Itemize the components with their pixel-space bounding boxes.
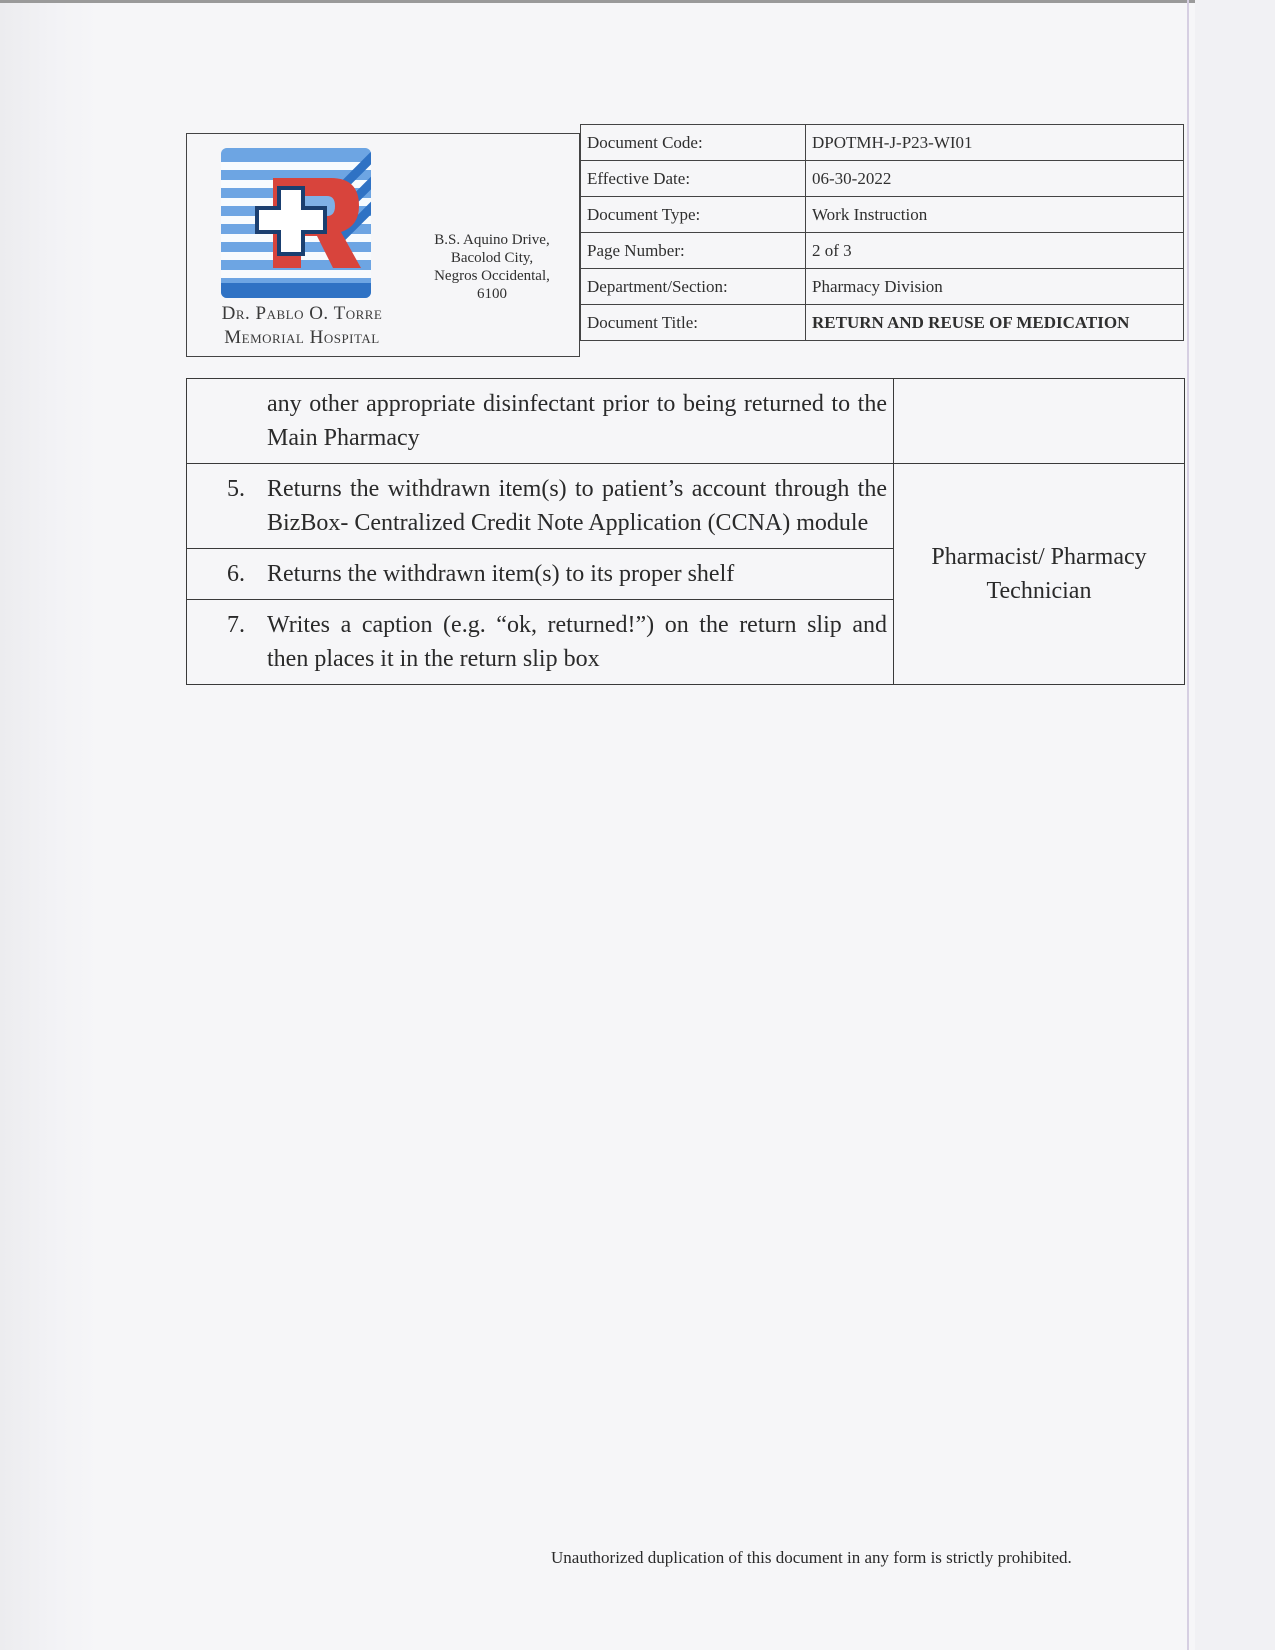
procedure-row-continuation [187, 379, 1185, 464]
meta-value: 06-30-2022 [806, 161, 1184, 197]
step-text: Returns the withdrawn item(s) to patient’s account through the BizBox- Centralized Credit Note Application (CCNA) module [267, 476, 887, 536]
scan-right-edge [1195, 0, 1275, 1650]
procedure-step-cell [187, 379, 894, 464]
step-number: 6. [227, 561, 245, 587]
footer-note: Unauthorized duplication of this document in any form is strictly prohibited. [551, 1548, 1072, 1567]
meta-value: DPOTMH-J-P23-WI01 [806, 125, 1184, 161]
document-title: RETURN AND REUSE OF MEDICATION [806, 305, 1184, 341]
document-meta-table [580, 124, 1184, 341]
step-text: Returns the withdrawn item(s) to its proper shelf [267, 561, 735, 587]
meta-value: Work Instruction [806, 197, 1184, 233]
meta-value: 2 of 3 [806, 233, 1184, 269]
hospital-address [412, 231, 572, 303]
meta-row-department [581, 269, 1184, 305]
procedure-step-cell [187, 464, 894, 549]
responsible-party: Pharmacist/ Pharmacy Technician [894, 464, 1185, 685]
scan-left-shade [0, 0, 100, 1650]
continuation-text: any other appropriate disinfectant prior to being returned to the Main Pharmacy [267, 391, 887, 451]
address-line4: 6100 [477, 286, 507, 302]
step-number: 7. [227, 612, 245, 638]
meta-row-document-title [581, 305, 1184, 341]
meta-label: Document Title: [581, 305, 806, 341]
meta-label: Page Number: [581, 233, 806, 269]
header-logo-block [186, 133, 580, 357]
hospital-logo-icon [221, 148, 379, 303]
meta-label: Document Code: [581, 125, 806, 161]
meta-row-effective-date [581, 161, 1184, 197]
step-number: 5. [227, 476, 245, 502]
procedure-table [186, 378, 1185, 685]
meta-row-page-number [581, 233, 1184, 269]
meta-row-document-type [581, 197, 1184, 233]
procedure-row-step-5 [187, 464, 1185, 549]
address-line1: B.S. Aquino Drive, [434, 232, 550, 248]
step-text: Writes a caption (e.g. “ok, returned!”) on the return slip and then places it in the return slip box [267, 612, 887, 672]
meta-label: Effective Date: [581, 161, 806, 197]
procedure-step-cell [187, 549, 894, 600]
meta-label: Department/Section: [581, 269, 806, 305]
scan-right-line [1187, 0, 1189, 1650]
hospital-name-line1: Dr. Pablo O. Torre [221, 303, 383, 324]
address-line3: Negros Occidental, [434, 268, 550, 284]
meta-label: Document Type: [581, 197, 806, 233]
responsible-cell-empty [894, 379, 1185, 464]
meta-row-document-code [581, 125, 1184, 161]
hospital-name [187, 302, 417, 350]
meta-value: Pharmacy Division [806, 269, 1184, 305]
procedure-step-cell [187, 600, 894, 685]
address-line2: Bacolod City, [450, 250, 534, 266]
scan-top-edge [0, 0, 1275, 3]
hospital-name-line2: Memorial Hospital [224, 327, 380, 348]
